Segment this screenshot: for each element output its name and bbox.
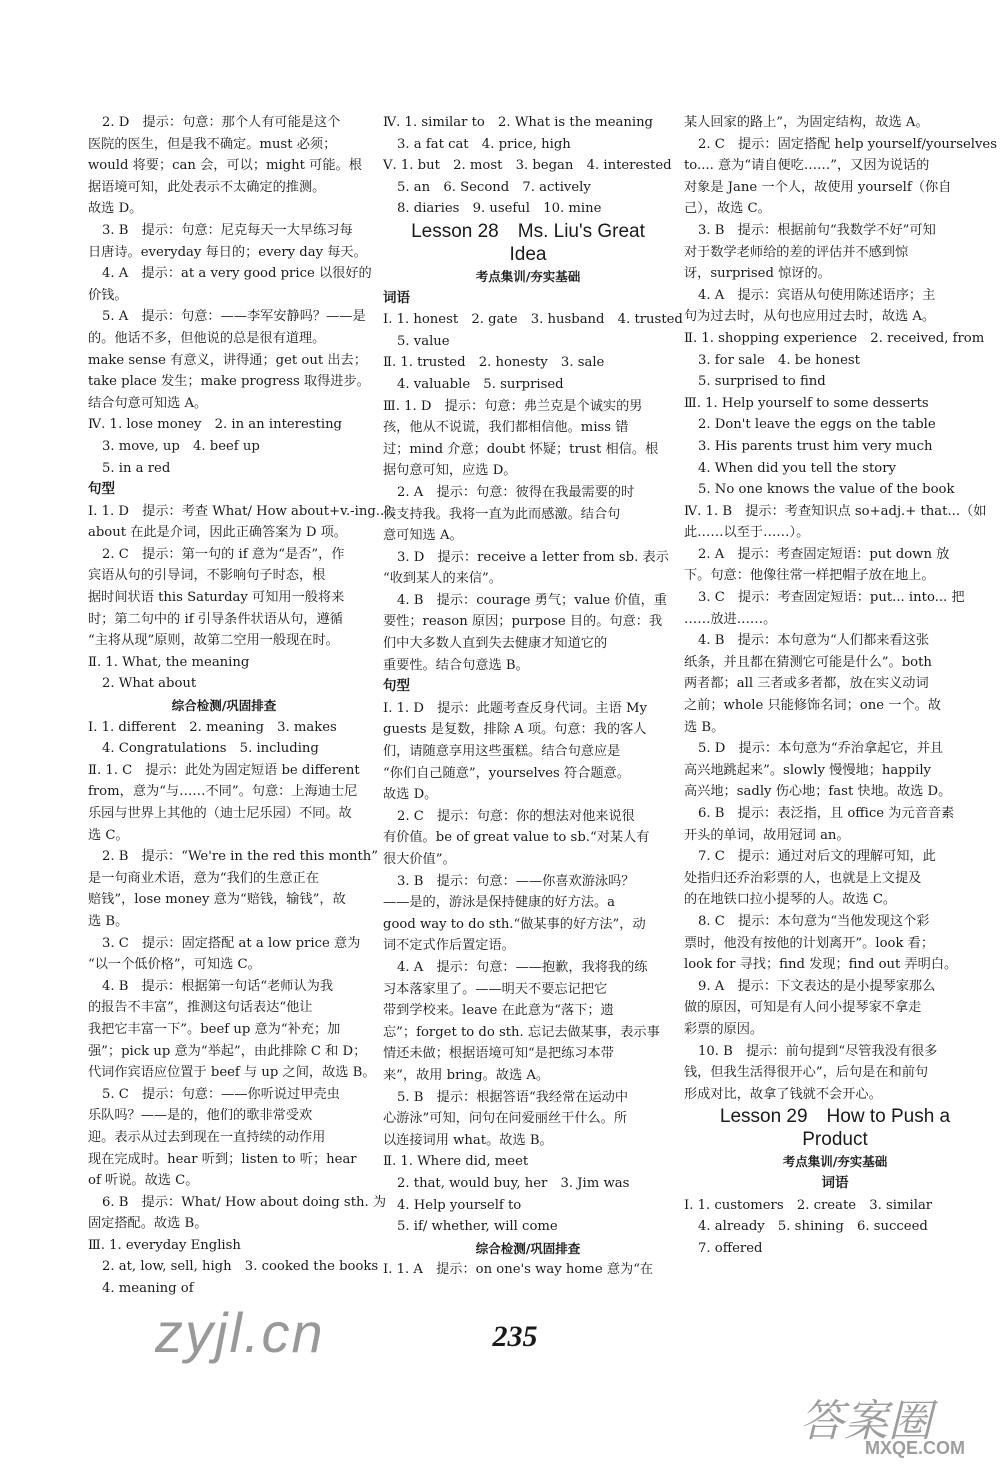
answer-line: 2. at, low, sell, high 3. cooked the books	[102, 1259, 379, 1275]
answer-line: 4. When did you tell the story	[698, 460, 896, 476]
answer-line: 2. C 提示：第一句的 if 意为“是否”，作	[102, 546, 345, 562]
answer-line: 开头的单词，故用冠词 an。	[684, 827, 850, 843]
answer-line: 的。他话不多，但他说的总是很有道理。	[88, 330, 326, 346]
answer-line: 5. value	[397, 333, 450, 349]
answer-line: 3. B 提示：根据前句“我数学不好”可知	[698, 222, 936, 238]
answer-line: 代词作宾语应位置于 beef 与 up 之间，故选 B。	[88, 1065, 376, 1081]
answer-line: 3. a fat cat 4. price, high	[397, 136, 571, 152]
answer-line: 2. B 提示：“We're in the red this month”	[102, 849, 379, 865]
answer-line: 迎。表示从过去到现在一直持续的动作用	[88, 1129, 326, 1145]
answer-line: 票时，他没有按他的计划离开”。look 看；	[684, 935, 935, 951]
right-column	[684, 112, 998, 1259]
section-heading: 考点集训/夯实基础	[782, 1154, 888, 1170]
subsection-heading: 词语	[821, 1174, 849, 1191]
answer-line: 的报告不丰富”，推测这句话表达“他让	[88, 1000, 313, 1016]
answer-line: 高兴地；sadly 伤心地；fast 快地。故选 D。	[684, 784, 952, 800]
answer-line: 带到学校来。leave 在此意为“落下；遗	[383, 1003, 614, 1019]
answer-line: 习本落家里了。——明天不要忘记把它	[383, 981, 608, 997]
answer-line: 4. meaning of	[102, 1281, 194, 1297]
answer-line: 5. C 提示：句意：——你听说过甲壳虫	[102, 1086, 340, 1102]
answer-line: 据句意可知，应选 D。	[383, 463, 517, 479]
answer-line: 纸条，并且都在猜测它可能是什么”。both	[684, 654, 932, 670]
answer-line: 3. His parents trust him very much	[698, 438, 933, 454]
answer-line: 5. D 提示：本句意为“乔治拿起它，并且	[698, 741, 944, 757]
answer-line: ……放进……。	[684, 611, 777, 627]
answer-line: from，意为“与……不同”。句意：上海迪士尼	[88, 784, 358, 800]
answer-line: 4. B 提示：courage 勇气；value 价值，重	[397, 592, 667, 608]
subsection-heading: 句型	[383, 678, 410, 695]
answer-line: Ⅲ. 1. everyday English	[88, 1237, 241, 1253]
answer-line: 对象是 Jane 一个人，故使用 yourself（你自	[684, 179, 952, 195]
answer-line: 9. A 提示：下文表达的是小提琴家那么	[698, 978, 936, 994]
answer-line: 心游泳”可知，问句在问爱丽丝干什么。所	[383, 1111, 628, 1127]
answer-line: 高兴地跳起来”。slowly 慢慢地；happily	[684, 762, 932, 778]
answer-line: 们，请随意享用这些蛋糕。结合句意应是	[383, 744, 621, 760]
answer-line: Ⅰ. 1. D 提示：考查 What/ How about+v.-ing..?,	[88, 503, 396, 519]
answer-line: 选 B。	[684, 719, 725, 735]
answer-line: 忘”；forget to do sth. 忘记去做某事，表示事	[383, 1024, 660, 1040]
answer-line: “以一个低价格”，可知选 C。	[88, 957, 261, 973]
answer-line: 8. C 提示：本句意为“当他发现这个彩	[698, 913, 930, 929]
answer-line: Ⅳ. 1. similar to 2. What is the meaning	[383, 115, 654, 130]
answer-line: “主将从现”原则，故第二空用一般现在时。	[88, 633, 339, 649]
answer-line: 5. surprised to find	[698, 374, 826, 390]
answer-line: 8. diaries 9. useful 10. mine	[397, 201, 602, 217]
answer-line: take place 发生；make progress 取得进步。	[88, 374, 370, 390]
answer-line: 2. Don't leave the eggs on the table	[698, 417, 936, 433]
answer-line: 词不定式作后置定语。	[383, 938, 515, 954]
answer-line: 据语境可知，此处表示不太确定的推测。	[88, 179, 326, 195]
answer-line: 强”；pick up 意为“举起”，由此排除 C 和 D；	[88, 1043, 367, 1059]
answer-line: 4. already 5. shining 6. succeed	[698, 1219, 928, 1235]
subsection-heading: 句型	[88, 481, 115, 498]
answer-line: 的在地铁口拉小提琴的人。故选 C。	[684, 892, 897, 908]
section-heading: 考点集训/夯实基础	[475, 268, 581, 284]
answer-line: 4. Congratulations 5. including	[102, 741, 319, 757]
answer-line: 意可知选 A。	[383, 528, 463, 544]
answer-line: 情还未做；根据语境可知“是把练习本带	[383, 1046, 614, 1062]
answer-line: 对于数学老师给的差的评估并不感到惊	[684, 244, 909, 260]
answer-line: 宾语从句的引导词，不影响句子时态，根	[88, 568, 326, 584]
answer-line: 2. A 提示：句意：彼得在我最需要的时	[397, 484, 635, 500]
answer-line: 有价值。be of great value to sb.“对某人有	[383, 830, 650, 846]
answer-line: 2. A 提示：考查固定短语：put down 放	[698, 546, 950, 562]
answer-line: 据时间状语 this Saturday 可知用一般将来	[88, 590, 345, 606]
answer-line: 故选 D。	[383, 787, 438, 803]
answer-line: 孩，他从不说谎，我们都相信他。miss 错	[383, 420, 629, 436]
answer-line: 7. C 提示：通过对后文的理解可知，此	[698, 849, 936, 865]
answer-line: 3. C 提示：固定搭配 at a low price 意为	[102, 935, 361, 951]
answer-line: Ⅳ. 1. lose money 2. in an interesting	[88, 417, 343, 433]
answer-line: 做的原因，可知是有人问小提琴家不拿走	[684, 1000, 922, 1016]
answer-line: 3. D 提示：receive a letter from sb. 表示	[397, 549, 669, 565]
left-column	[88, 112, 396, 1300]
answer-line: 5. an 6. Second 7. actively	[397, 179, 591, 195]
answer-line: 3. B 提示：句意：尼克每天一大早练习每	[102, 222, 353, 238]
lesson-title: Lesson 29 How to Push a	[719, 1106, 951, 1128]
answer-line: 价钱。	[88, 287, 128, 303]
answer-line: 2. C 提示：句意：你的想法对他来说很	[397, 808, 635, 824]
answer-line: Ⅱ. 1. Where did, meet	[383, 1154, 529, 1170]
answer-line: 5. in a red	[102, 460, 171, 476]
answer-line: 5. No one knows the value of the book	[698, 482, 955, 498]
answer-line: 3. move, up 4. beef up	[102, 438, 260, 454]
answer-line: 3. C 提示：考查固定短语：put... into... 把	[698, 590, 965, 606]
answer-line: to.... 意为“请自便吃……”，又因为说话的	[684, 158, 930, 174]
answer-line: guests 是复数，排除 A 项。句意：我的客人	[383, 722, 647, 738]
answer-line: 3. B 提示：句意：——你喜欢游泳吗？	[397, 873, 635, 889]
answer-line: 过；mind 介意；doubt 怀疑；trust 相信。根	[383, 441, 659, 457]
answer-line: 7. offered	[698, 1240, 763, 1256]
answer-line: 结合句意可知选 A。	[88, 395, 208, 411]
answer-line: 们中大多数人直到失去健康才知道它的	[383, 636, 608, 652]
answer-line: 此……以至于……）。	[684, 525, 810, 541]
answer-line: 是一句商业术语，意为“我们的生意正在	[88, 870, 319, 886]
answer-line: Ⅲ. 1. D 提示：句意：弗兰克是个诚实的男	[383, 398, 643, 414]
answer-line: Ⅰ. 1. honest 2. gate 3. husband 4. trusted	[383, 312, 683, 328]
lesson-title: Product	[802, 1129, 868, 1151]
watermark-daanquan: 答案圈	[800, 1397, 932, 1446]
answer-line: look for 寻找；find 发现；find out 弄明白。	[684, 957, 958, 973]
answer-line: 5. if/ whether, will come	[397, 1219, 558, 1235]
answer-line: 要性；reason 原因；purpose 目的。句意：我	[383, 614, 663, 630]
answer-line: 4. A 提示：句意：——抱歉，我将我的练	[397, 959, 648, 975]
answer-line: 4. B 提示：根据第一句话“老师认为我	[102, 978, 334, 994]
answer-line: 我把它丰富一下”。beef up 意为“补充；加	[88, 1021, 341, 1037]
answer-line: 钱，但我生活得很开心”，后句是在和前句	[684, 1065, 929, 1081]
answer-line: 2. What about	[102, 676, 197, 692]
answer-line: 医院的医生，但是我不确定。must 必须；	[88, 136, 337, 152]
answer-line: 时；第二句中的 if 引导条件状语从句，遵循	[88, 611, 343, 627]
watermark-mxqe: MXQE.COM	[865, 1438, 966, 1458]
answer-line: Ⅱ. 1. C 提示：此处为固定短语 be different	[88, 762, 360, 778]
lesson-title: Lesson 28 Ms. Liu's Great	[411, 220, 645, 242]
answer-line: 10. B 提示：前句提到“尽管我没有很多	[698, 1043, 938, 1059]
answer-line: Ⅰ. 1. D 提示：此题考查反身代词。主语 My	[383, 700, 647, 716]
answer-line: 5. B 提示：根据答语“我经常在运动中	[397, 1089, 629, 1105]
answer-line: 2. that, would buy, her 3. Jim was	[397, 1175, 630, 1191]
answer-line: 4. A 提示：宾语从句使用陈述语序；主	[698, 287, 936, 303]
answer-line: 4. Help yourself to	[397, 1197, 522, 1213]
answer-line: Ⅰ. 1. different 2. meaning 3. makes	[88, 719, 337, 735]
page-number: 235	[492, 1320, 538, 1353]
answer-line: 形成对比，故拿了钱就不会开心。	[684, 1086, 882, 1102]
answer-line: 乐队吗？——是的，他们的歌非常受欢	[88, 1108, 313, 1124]
answer-line: 选 B。	[88, 913, 129, 929]
answer-line: Ⅰ. 1. A 提示：on one's way home 意为“在	[383, 1262, 654, 1278]
answer-line: 现在完成时。hear 听到；listen to 听；hear	[88, 1151, 357, 1167]
answer-line: 下。句意：他像往常一样把帽子放在地上。	[684, 568, 935, 584]
answer-line: 固定搭配。故选 B。	[88, 1216, 208, 1232]
answer-line: 某人回家的路上”，为固定结构，故选 A。	[684, 115, 929, 130]
section-heading: 综合检测/巩固排查	[171, 698, 277, 714]
answer-line: 4. valuable 5. surprised	[397, 376, 564, 392]
answer-line: ——是的，游泳是保持健康的好方法。a	[383, 895, 616, 911]
answer-line: Ⅳ. 1. B 提示：考查知识点 so+adj.+ that...（如	[684, 503, 987, 519]
answer-line: 赔钱”，lose money 意为“赔钱，输钱”，故	[88, 892, 346, 908]
answer-line: 乐园与世界上其他的（迪士尼乐园）不同。故	[88, 806, 352, 821]
middle-column	[383, 112, 683, 1281]
answer-line: would 将要；can 会，可以；might 可能。根	[88, 158, 362, 174]
answer-line: 候支持我。我将一直为此而感激。结合句	[383, 506, 621, 522]
answer-line: 4. A 提示：at a very good price 以很好的	[102, 266, 372, 282]
answer-line: Ⅱ. 1. What, the meaning	[88, 654, 250, 670]
answer-line: Ⅱ. 1. trusted 2. honesty 3. sale	[383, 355, 605, 371]
answer-line: 6. B 提示：表泛指，且 office 为元音音素	[698, 806, 955, 821]
answer-line: 2. D 提示：句意：那个人有可能是这个	[102, 115, 341, 130]
section-heading: 综合检测/巩固排查	[475, 1240, 581, 1256]
answer-line: Ⅴ. 1. but 2. most 3. began 4. interested	[383, 158, 672, 174]
answer-line: 很大价值”。	[383, 852, 456, 867]
answer-line: “你们自己随意”，yourselves 符合题意。	[383, 765, 630, 781]
answer-line: 来”，故用 bring。故选 A。	[383, 1067, 550, 1083]
subsection-heading: 词语	[383, 289, 410, 306]
answer-line: “收到某人的来信”。	[383, 571, 502, 587]
answer-line: 日唐诗。everyday 每日的；every day 每天。	[88, 244, 367, 260]
answer-line: 3. for sale 4. be honest	[698, 352, 860, 368]
answer-line: Ⅰ. 1. customers 2. create 3. similar	[684, 1197, 933, 1213]
answer-line: 4. B 提示：本句意为“人们都来看这张	[698, 633, 930, 649]
answer-line: 5. A 提示：句意：——李军安静吗？——是	[102, 309, 366, 325]
answer-line: 之前；whole 只能修饰名词；one 一个。故	[684, 698, 941, 714]
answer-line: 重要性。结合句意选 B。	[383, 657, 529, 673]
answer-line: 选 C。	[88, 827, 129, 843]
answer-line: 故选 D。	[88, 201, 143, 217]
answer-line: Ⅱ. 1. shopping experience 2. received, from	[684, 330, 985, 346]
lesson-title: Idea	[509, 243, 547, 265]
answer-line: about 在此是介词，因此正确答案为 D 项。	[88, 525, 347, 541]
answer-line: 6. B 提示：What/ How about doing sth. 为	[102, 1194, 387, 1210]
answer-line: 己），故选 C。	[684, 201, 771, 217]
answer-line: good way to do sth.“做某事的好方法”，动	[383, 916, 646, 932]
answer-line: 彩票的原因。	[684, 1021, 764, 1037]
answer-line: Ⅲ. 1. Help yourself to some desserts	[684, 395, 929, 411]
answer-line: 句为过去时，从句也应用过去时，故选 A。	[684, 309, 936, 325]
answer-line: 以连接词用 what。故选 B。	[383, 1132, 553, 1148]
watermark-zyjl: zyjl.cn	[155, 1301, 325, 1364]
answer-line: 讶，surprised 惊讶的。	[684, 266, 831, 282]
answer-line: 两者都；all 三者或多者都，放在实义动词	[684, 676, 929, 692]
answer-line: make sense 有意义，讲得通；get out 出去；	[88, 352, 367, 368]
answer-line: of 听说。故选 C。	[88, 1173, 199, 1189]
answer-line: 2. C 提示：固定搭配 help yourself/yourselves	[698, 136, 998, 152]
answer-line: 处指归还乔治彩票的人，也就是上文提及	[684, 870, 922, 886]
